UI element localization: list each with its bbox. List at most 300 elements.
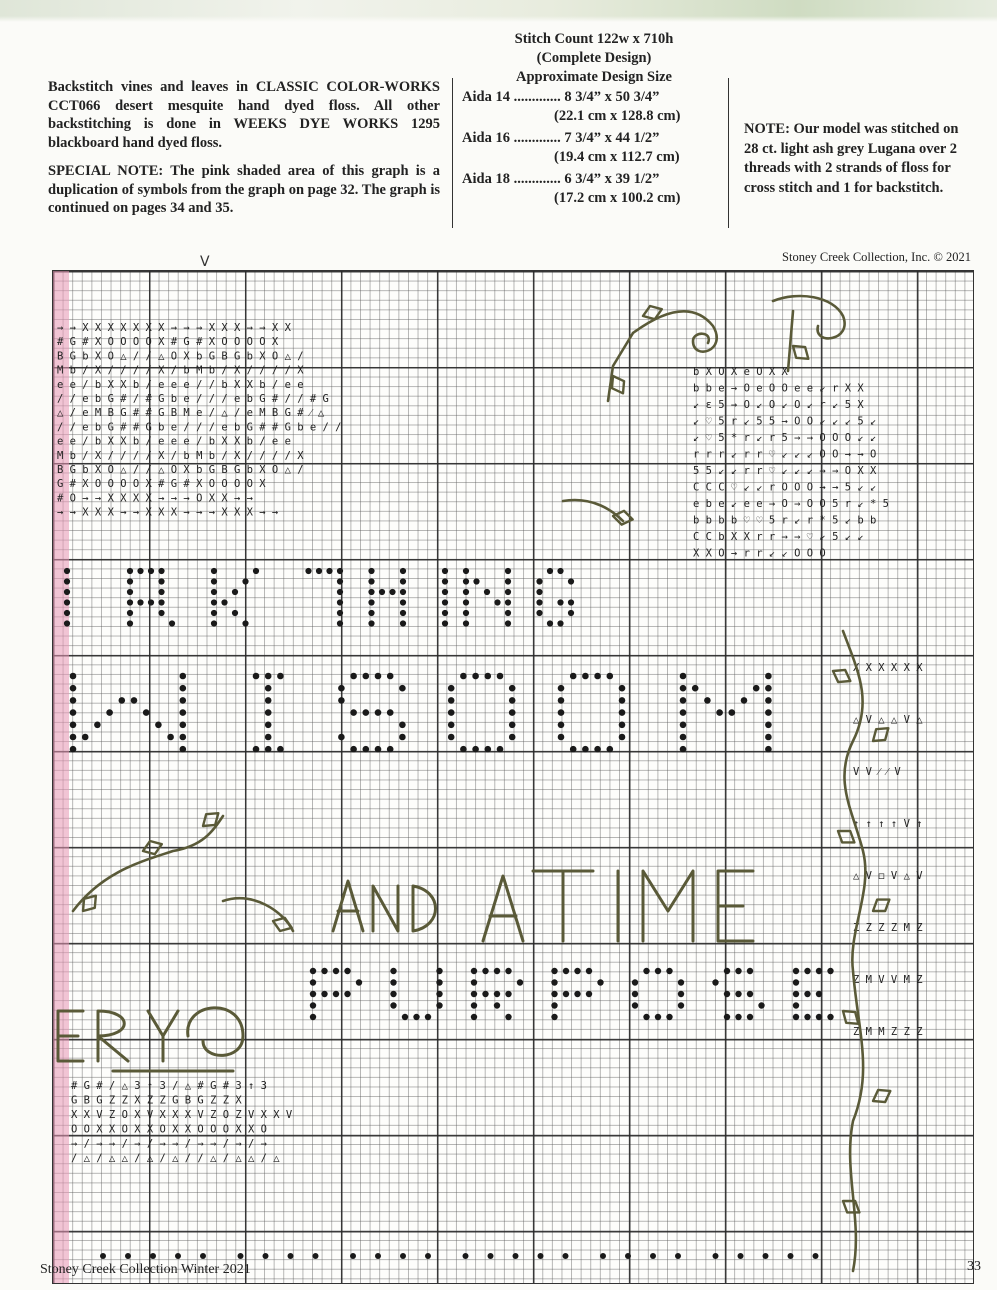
stitch-dot bbox=[463, 599, 469, 605]
stitch-dot bbox=[390, 1002, 396, 1008]
stitch-dot bbox=[158, 599, 164, 605]
symbol-row-side: ↑ ↑ ↑ ↑ V ↑ bbox=[853, 818, 923, 830]
stitch-dot bbox=[265, 709, 272, 716]
stitch-dot bbox=[387, 746, 394, 753]
leaf-outline bbox=[869, 723, 893, 747]
stitch-dot bbox=[180, 722, 187, 729]
symbol-row-side: Z M M Z Z Z bbox=[853, 1026, 923, 1038]
stitch-dot bbox=[747, 991, 753, 997]
stitch-dot bbox=[505, 610, 511, 616]
stitch-dot bbox=[463, 620, 469, 626]
stitch-dot bbox=[448, 685, 455, 692]
stitch-dot bbox=[704, 697, 711, 704]
stitch-dot bbox=[643, 968, 649, 974]
stitch-dot bbox=[765, 746, 772, 753]
stitch-dot bbox=[375, 673, 382, 680]
symbol-row: # G # X O O O O X # G # X O O O O X bbox=[57, 336, 279, 349]
stitch-dot bbox=[70, 673, 77, 680]
stitch-dot bbox=[442, 568, 448, 574]
symbol-row-right: b b b b ♡ ♡ 5 r ↙ r * 5 ↙ b b bbox=[693, 514, 877, 527]
stitch-dot bbox=[143, 709, 150, 716]
copyright: Stoney Creek Collection, Inc. © 2021 bbox=[782, 250, 971, 264]
stitch-dot bbox=[333, 991, 339, 997]
stitch-dot bbox=[765, 697, 772, 704]
vine-right-side bbox=[843, 631, 865, 1271]
stitch-dot bbox=[563, 991, 569, 997]
stitch-dot bbox=[337, 599, 343, 605]
stitch-dot bbox=[64, 578, 70, 584]
special-note-paragraph bbox=[48, 162, 440, 218]
symbol-row-right: r r r ↙ r r ♡ ↙ ↙ ↙ O O → → O bbox=[693, 448, 877, 461]
stitch-dot bbox=[619, 685, 626, 692]
special-note-body: The pink shaded area of this graph is a duplication of symbols from the graph on page 32. The graph is continued on pages 34 and 35. bbox=[48, 163, 440, 216]
symbol-row: B G b X O △ / / △ O X b G B G b X O △ / bbox=[57, 350, 304, 363]
stitch-dot bbox=[368, 589, 374, 595]
symbol-row: G # X O O O O X # G # X O O O O X bbox=[57, 478, 266, 491]
stitch-dot bbox=[563, 1253, 569, 1259]
stitch-dot bbox=[242, 578, 248, 584]
stitch-dot bbox=[793, 968, 799, 974]
stitch-dot bbox=[158, 578, 164, 584]
symbol-row-lower: G B G Z Z X Z Z G B G Z Z X bbox=[71, 1094, 242, 1107]
stitch-dot bbox=[485, 746, 492, 753]
stitch-dot bbox=[765, 734, 772, 741]
stitch-dot bbox=[127, 599, 133, 605]
stitch-dot bbox=[350, 1253, 356, 1259]
symbol-row: # O → → X X X X → → → O X X → → bbox=[57, 492, 253, 505]
stitch-dot bbox=[180, 709, 187, 716]
stitch-dot bbox=[680, 734, 687, 741]
stitch-dot bbox=[558, 685, 565, 692]
stitch-dot bbox=[509, 709, 516, 716]
stitch-dot bbox=[594, 673, 601, 680]
complete-design: (Complete Design) bbox=[536, 50, 652, 66]
backstitch-instructions bbox=[48, 78, 440, 228]
stitch-dot bbox=[763, 1253, 769, 1259]
stitch-dot bbox=[232, 589, 238, 595]
stitch-dot bbox=[442, 620, 448, 626]
stitch-dot bbox=[471, 979, 477, 985]
symbol-row-side: Z Z Z Z M Z bbox=[853, 922, 923, 934]
stitch-dot bbox=[724, 991, 730, 997]
stitch-dot bbox=[350, 709, 357, 716]
stitch-dot bbox=[505, 991, 511, 997]
stitch-dot bbox=[448, 722, 455, 729]
stitch-dot bbox=[547, 568, 553, 574]
stitch-dot bbox=[793, 979, 799, 985]
stitch-dot bbox=[310, 991, 316, 997]
stitch-dot bbox=[442, 578, 448, 584]
stitch-dot bbox=[471, 1014, 477, 1020]
stitch-dot bbox=[765, 722, 772, 729]
divider-left bbox=[452, 78, 453, 228]
letter-N bbox=[373, 886, 398, 931]
stitch-dot bbox=[594, 746, 601, 753]
stitch-dot bbox=[488, 1253, 494, 1259]
letter-E-2 bbox=[58, 1011, 83, 1061]
stitch-dot bbox=[106, 709, 113, 716]
stitch-dot bbox=[436, 991, 442, 997]
stitch-dot bbox=[735, 1014, 741, 1020]
stitch-dot bbox=[448, 709, 455, 716]
stitch-dot bbox=[632, 991, 638, 997]
stitch-dot bbox=[600, 1253, 606, 1259]
leaf bbox=[839, 1195, 863, 1218]
stitch-dot bbox=[338, 697, 345, 704]
symbol-row-side: Z M V V M Z bbox=[853, 974, 923, 986]
symbol-row-side: △ V ◻ V △ V bbox=[853, 870, 923, 882]
stitch-dot bbox=[137, 568, 143, 574]
stitch-dot bbox=[180, 734, 187, 741]
center-marker: V bbox=[200, 254, 210, 270]
stitch-dot bbox=[813, 1253, 819, 1259]
stitch-dot bbox=[448, 734, 455, 741]
stitch-dot bbox=[505, 599, 511, 605]
leaf bbox=[789, 341, 813, 365]
stitch-dot bbox=[619, 697, 626, 704]
stitch-dot bbox=[387, 673, 394, 680]
symbol-row-side: X X X X X X bbox=[853, 662, 923, 674]
stitch-dot bbox=[505, 620, 511, 626]
stitch-dot bbox=[400, 578, 406, 584]
stitch-dot bbox=[400, 1253, 406, 1259]
stitch-dot bbox=[678, 991, 684, 997]
stitch-dot bbox=[816, 1014, 822, 1020]
stitch-dot bbox=[127, 620, 133, 626]
size-aida-18-cm: (17.2 cm x 100.2 cm) bbox=[554, 190, 681, 206]
stitch-dot bbox=[64, 610, 70, 616]
leaf-outline bbox=[612, 509, 634, 526]
stitch-dot bbox=[568, 610, 574, 616]
stitch-dot bbox=[536, 610, 542, 616]
stitch-dot bbox=[344, 991, 350, 997]
letter-D bbox=[413, 886, 436, 931]
stitch-dot bbox=[716, 709, 723, 716]
stitch-dot bbox=[460, 673, 467, 680]
stitch-dot bbox=[200, 1253, 206, 1259]
stitch-dot bbox=[517, 979, 523, 985]
stitch-dot bbox=[505, 1014, 511, 1020]
stitch-dot bbox=[337, 610, 343, 616]
stitch-dot bbox=[379, 589, 385, 595]
stitch-dot bbox=[574, 991, 580, 997]
stitch-dot bbox=[413, 1014, 419, 1020]
leaf-outline bbox=[78, 891, 102, 915]
stitch-dot bbox=[741, 697, 748, 704]
stitch-dot bbox=[400, 568, 406, 574]
leaf bbox=[641, 303, 665, 323]
stitch-dot bbox=[463, 578, 469, 584]
stitch-dot bbox=[399, 722, 406, 729]
stitch-dot bbox=[568, 578, 574, 584]
stitch-dot bbox=[509, 685, 516, 692]
stitch-dot bbox=[337, 620, 343, 626]
stitch-dot bbox=[265, 746, 272, 753]
size-aida-18-label: Aida 18 ............. 6 3/4” x 39 1/2” bbox=[462, 171, 660, 187]
stitch-dot bbox=[400, 620, 406, 626]
stitch-dot bbox=[558, 734, 565, 741]
stitch-dot bbox=[473, 578, 479, 584]
stitch-dot bbox=[375, 1253, 381, 1259]
stitch-dot bbox=[265, 697, 272, 704]
stitch-dot bbox=[277, 746, 284, 753]
stitch-dot bbox=[180, 673, 187, 680]
stitch-dot bbox=[536, 578, 542, 584]
stitch-dot bbox=[724, 1014, 730, 1020]
stitch-dot bbox=[211, 599, 217, 605]
stitch-dot bbox=[505, 578, 511, 584]
letter-Y bbox=[148, 1011, 178, 1061]
vine-swirl-top-right bbox=[773, 296, 845, 338]
stitch-dot bbox=[221, 599, 227, 605]
letter-R bbox=[98, 1011, 128, 1061]
leaf-outline bbox=[869, 894, 893, 917]
symbol-row-right: X X O → r r ↙ ↙ O O O bbox=[693, 547, 826, 560]
stitch-dot bbox=[655, 968, 661, 974]
stitch-dot bbox=[326, 568, 332, 574]
stitch-dot bbox=[536, 589, 542, 595]
stitch-dot bbox=[442, 599, 448, 605]
leaf bbox=[78, 891, 102, 915]
stitch-dot bbox=[509, 697, 516, 704]
stitch-dot bbox=[804, 968, 810, 974]
stitch-dot bbox=[131, 697, 138, 704]
stitch-dot bbox=[557, 599, 563, 605]
approx-size-heading: Approximate Design Size bbox=[515, 69, 672, 85]
symbol-row-right: ↙ ε 5 → O ↙ O ↙ O ↙ r ↙ 5 X bbox=[693, 399, 864, 411]
stitch-dot bbox=[211, 589, 217, 595]
stitch-dot bbox=[558, 722, 565, 729]
symbol-row: → → X X X → → X X X → → → X X X → → bbox=[57, 506, 279, 519]
stitch-dot bbox=[460, 746, 467, 753]
stitch-dot bbox=[607, 673, 614, 680]
letter-E bbox=[718, 871, 753, 941]
stitch-dot bbox=[436, 979, 442, 985]
footer-publication: Stoney Creek Collection Winter 2021 bbox=[40, 1262, 251, 1277]
symbols-layer bbox=[57, 322, 923, 1165]
stitch-dot bbox=[586, 968, 592, 974]
stitch-dot bbox=[399, 685, 406, 692]
vine-stem-right bbox=[788, 311, 793, 371]
symbol-row-right: C C C ♡ ↙ ↙ r O O O → → 5 ↙ ↙ bbox=[693, 481, 877, 494]
stitch-dot bbox=[558, 697, 565, 704]
symbol-row-right: 5 5 ↙ ↙ r r ♡ ↙ ↙ ↙ → → O X X bbox=[693, 465, 877, 477]
stitch-dot bbox=[680, 673, 687, 680]
stitch-dot bbox=[442, 610, 448, 616]
stitch-dot bbox=[402, 1014, 408, 1020]
symbol-row: e e / b X X b / e e e / b X X b / e e bbox=[57, 435, 291, 448]
stitch-dot bbox=[472, 746, 479, 753]
stitch-dot bbox=[680, 685, 687, 692]
stitch-dot bbox=[400, 610, 406, 616]
leaf bbox=[612, 509, 634, 526]
stitch-dot bbox=[390, 979, 396, 985]
stitch-dot bbox=[765, 709, 772, 716]
stitch-dot bbox=[400, 589, 406, 595]
letter-T bbox=[533, 871, 593, 941]
leaf bbox=[830, 665, 854, 687]
stitch-dot bbox=[310, 1014, 316, 1020]
stitch-dot bbox=[793, 1002, 799, 1008]
stitch-dot bbox=[738, 1253, 744, 1259]
stitch-dot bbox=[574, 968, 580, 974]
stitch-dot bbox=[232, 610, 238, 616]
backstitch-paragraph: Backstitch vines and leaves in CLASSIC COLOR-WORKS CCT066 desert mesquite hand dyed floss. All other backstitching is done in WEEKS DYE WORKS 1295 blackboard hand dyed floss. bbox=[48, 79, 440, 151]
stitch-dot bbox=[169, 620, 175, 626]
stitch-dot bbox=[538, 1253, 544, 1259]
stitch-dot bbox=[765, 673, 772, 680]
stitch-dot bbox=[387, 709, 394, 716]
stitch-dot bbox=[180, 746, 187, 753]
stitch-dot bbox=[436, 968, 442, 974]
stitch-dot bbox=[253, 673, 260, 680]
symbol-row-lower: O O X X O X X O X X O O O X X O bbox=[71, 1123, 267, 1136]
stitch-dot bbox=[425, 1014, 431, 1020]
stitch-dot bbox=[338, 734, 345, 741]
symbol-row-lower: # G # / △ 3 ↑ 3 / △ # G # 3 ↑ 3 bbox=[71, 1080, 267, 1092]
stitch-dot bbox=[827, 968, 833, 974]
size-aida-14 bbox=[462, 88, 726, 126]
graph-symbols bbox=[53, 271, 973, 1283]
stitch-dot bbox=[211, 568, 217, 574]
stitch-dot bbox=[127, 589, 133, 595]
stitch-dot bbox=[505, 589, 511, 595]
stitch-dot bbox=[582, 746, 589, 753]
stitch-dot bbox=[265, 673, 272, 680]
leaf-outline bbox=[870, 1085, 894, 1107]
symbol-row-right: b X O X e O X X bbox=[693, 366, 788, 378]
stitch-dot bbox=[211, 610, 217, 616]
stitch-dot bbox=[148, 568, 154, 574]
stitch-dot bbox=[253, 568, 259, 574]
stitch-dot bbox=[827, 1014, 833, 1020]
leaf-outline bbox=[789, 341, 813, 365]
stitch-dot bbox=[64, 620, 70, 626]
stitch-dot bbox=[350, 673, 357, 680]
leaf-outline bbox=[839, 1195, 863, 1218]
header-photo-strip bbox=[0, 0, 997, 22]
stitch-dot bbox=[253, 746, 260, 753]
symbol-row-right: e b e ↙ e e → O → O O 5 r ↙ * 5 bbox=[693, 498, 889, 510]
stitch-dot bbox=[350, 746, 357, 753]
stitch-dot bbox=[793, 1014, 799, 1020]
leaf-outline bbox=[830, 665, 854, 687]
size-aida-14-label: Aida 14 ............. 8 3/4” x 50 3/4” bbox=[462, 89, 660, 105]
stitch-dot bbox=[356, 979, 362, 985]
stitch-dot bbox=[277, 673, 284, 680]
stitch-dot bbox=[137, 599, 143, 605]
stitch-dot bbox=[125, 1253, 131, 1259]
stitch-dot bbox=[400, 599, 406, 605]
stitch-dot bbox=[619, 709, 626, 716]
stitch-dot bbox=[471, 968, 477, 974]
stitch-dot bbox=[82, 734, 89, 741]
stitch-dot bbox=[313, 1253, 319, 1259]
stitch-dot bbox=[619, 722, 626, 729]
stitch-dot bbox=[158, 589, 164, 595]
stitch-dot bbox=[494, 599, 500, 605]
stitch-dot bbox=[494, 968, 500, 974]
stitch-dot bbox=[265, 722, 272, 729]
leaf bbox=[271, 914, 295, 934]
symbol-row: → → X X X X X X X → → → X X X → → X X bbox=[57, 322, 291, 334]
stitch-dot bbox=[482, 991, 488, 997]
stitch-dot bbox=[551, 991, 557, 997]
stitch-dot bbox=[586, 991, 592, 997]
stitch-dot bbox=[288, 1253, 294, 1259]
stitch-dot bbox=[310, 1002, 316, 1008]
stitch-dot bbox=[678, 1002, 684, 1008]
stitch-dot bbox=[338, 685, 345, 692]
stitch-dot bbox=[568, 599, 574, 605]
stitch-dot bbox=[337, 578, 343, 584]
stitch-dot bbox=[551, 968, 557, 974]
stitch-dot bbox=[180, 685, 187, 692]
stitch-dot bbox=[344, 968, 350, 974]
stitch-dot bbox=[363, 709, 370, 716]
stitch-dot bbox=[333, 968, 339, 974]
stitch-dot bbox=[747, 968, 753, 974]
stitch-dot bbox=[497, 673, 504, 680]
stitch-dot bbox=[242, 620, 248, 626]
stitch-dot bbox=[167, 734, 174, 741]
stitch-dot bbox=[758, 1002, 764, 1008]
divider-right bbox=[728, 78, 729, 228]
leaf bbox=[869, 723, 893, 747]
stitch-dot bbox=[675, 1253, 681, 1259]
stitch-dot bbox=[310, 968, 316, 974]
letter-A-2 bbox=[483, 876, 523, 941]
symbol-row: / / e b G # / # G b e / / / e b G # / / # G bbox=[57, 393, 329, 405]
stitch-dot bbox=[724, 968, 730, 974]
stitch-dot bbox=[263, 1253, 269, 1259]
stitch-dot bbox=[70, 734, 77, 741]
stitch-dot bbox=[363, 746, 370, 753]
symbol-row: / / e b G # # G b e / / / e b G # # G b e / / bbox=[57, 421, 342, 434]
stitch-dot bbox=[680, 697, 687, 704]
stitch-dot bbox=[643, 1014, 649, 1020]
stitch-dot bbox=[735, 991, 741, 997]
letter-A bbox=[333, 881, 363, 931]
stitch-dot bbox=[70, 722, 77, 729]
stitch-dot bbox=[442, 589, 448, 595]
stitch-dot bbox=[747, 1014, 753, 1020]
stitch-dot bbox=[70, 709, 77, 716]
stitch-dot bbox=[436, 1002, 442, 1008]
stitch-dot bbox=[127, 610, 133, 616]
stitch-dot bbox=[150, 1253, 156, 1259]
stitch-dot bbox=[735, 968, 741, 974]
stitch-dot bbox=[316, 568, 322, 574]
model-note: NOTE: Our model was stitched on 28 ct. light ash grey Lugana over 2 threads with 2 strands of floss for cross stitch and 1 for backstitch. bbox=[744, 121, 959, 196]
stitch-dot bbox=[448, 697, 455, 704]
stitch-dot bbox=[265, 685, 272, 692]
stitch-dot bbox=[551, 1014, 557, 1020]
stitch-dot bbox=[155, 722, 162, 729]
stitch-dot bbox=[513, 1253, 519, 1259]
stitch-dot bbox=[558, 709, 565, 716]
stitch-dot bbox=[64, 568, 70, 574]
page-number: 33 bbox=[967, 1259, 981, 1274]
stitch-dot bbox=[597, 979, 603, 985]
size-aida-16-label: Aida 16 ............. 7 3/4” x 44 1/2” bbox=[462, 130, 660, 146]
stitch-dot bbox=[680, 722, 687, 729]
symbol-row-right: ↙ ♡ 5 * r ↙ r 5 → → O O O ↙ ↙ bbox=[693, 432, 877, 444]
stitch-dot bbox=[211, 578, 217, 584]
vine-stem-left bbox=[608, 333, 633, 401]
leaf-outline bbox=[271, 914, 295, 934]
stitch-dot bbox=[655, 1014, 661, 1020]
